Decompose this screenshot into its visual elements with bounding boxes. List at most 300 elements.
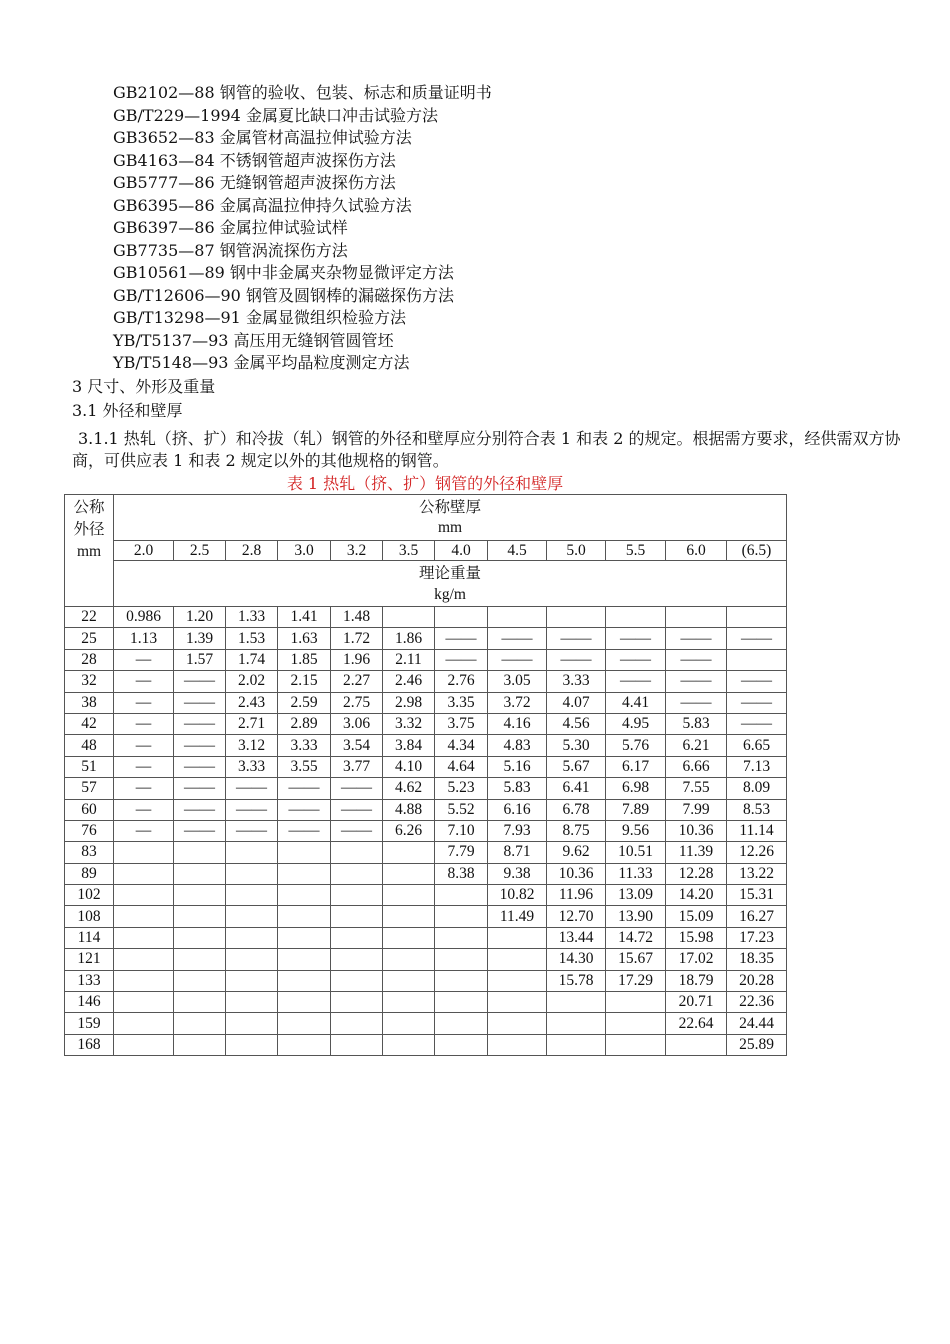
weight-cell: 3.33 (547, 671, 606, 692)
weight-cell: 4.83 (488, 735, 547, 756)
weight-cell: 22.64 (666, 1013, 727, 1034)
weight-cell: 6.66 (666, 756, 727, 777)
weight-cell (435, 970, 488, 991)
weight-cell (114, 1034, 174, 1055)
weight-cell: —— (174, 756, 226, 777)
table-row (65, 628, 787, 649)
weight-cell: —— (606, 649, 666, 670)
weight-cell: 2.15 (278, 671, 331, 692)
section-heading-3: 3 尺寸、外形及重量 (72, 377, 216, 396)
reference-item: GB10561—89 钢中非金属夹杂物显微评定方法 (113, 263, 454, 282)
weight-cell: 13.22 (727, 863, 787, 884)
weight-cell: —— (488, 649, 547, 670)
weight-cell: 14.30 (547, 949, 606, 970)
weight-cell: 13.09 (606, 885, 666, 906)
table-row (65, 863, 787, 884)
weight-cell: 11.49 (488, 906, 547, 927)
weight-cell (383, 906, 435, 927)
weight-cell (114, 885, 174, 906)
weight-cell: 2.43 (226, 692, 278, 713)
weight-cell: —— (331, 778, 383, 799)
weight-cell: —— (174, 778, 226, 799)
weight-cell (547, 607, 606, 628)
weight-cell: 1.63 (278, 628, 331, 649)
weight-cell (174, 906, 226, 927)
weight-cell: 3.06 (331, 713, 383, 734)
weight-cell (331, 863, 383, 884)
weight-cell: 3.33 (226, 756, 278, 777)
weight-cell: 7.10 (435, 820, 488, 841)
outer-diameter-cell: 57 (65, 778, 114, 799)
outer-diameter-cell: 89 (65, 863, 114, 884)
outer-diameter-cell: 146 (65, 992, 114, 1013)
weight-cell: 12.28 (666, 863, 727, 884)
weight-cell (331, 842, 383, 863)
weight-cell: 11.14 (727, 820, 787, 841)
outer-diameter-unit: mm (76, 543, 102, 560)
weight-cell: 12.26 (727, 842, 787, 863)
table-row (65, 671, 787, 692)
weight-cell (383, 842, 435, 863)
weight-cell (488, 992, 547, 1013)
weight-cell: 2.76 (435, 671, 488, 692)
weight-cell: 2.98 (383, 692, 435, 713)
weight-cell: 4.88 (383, 799, 435, 820)
weight-cell (226, 1013, 278, 1034)
weight-cell: —— (331, 820, 383, 841)
weight-cell (435, 949, 488, 970)
weight-cell (435, 1013, 488, 1034)
weight-cell (226, 885, 278, 906)
weight-cell (114, 906, 174, 927)
weight-cell (547, 1034, 606, 1055)
wall-thickness-header (114, 495, 787, 541)
weight-cell: 2.89 (278, 713, 331, 734)
weight-cell: 1.48 (331, 607, 383, 628)
weight-cell: 15.78 (547, 970, 606, 991)
weight-cell: 2.46 (383, 671, 435, 692)
weight-cell: 12.70 (547, 906, 606, 927)
outer-diameter-cell: 121 (65, 949, 114, 970)
weight-cell: 1.13 (114, 628, 174, 649)
weight-cell (435, 992, 488, 1013)
table-row (65, 885, 787, 906)
weight-cell: 20.28 (727, 970, 787, 991)
weight-cell (435, 885, 488, 906)
weight-cell: —— (435, 628, 488, 649)
weight-cell: —— (174, 799, 226, 820)
weight-cell: — (114, 820, 174, 841)
paragraph-3-1-1: 3.1.1 热轧（挤、扩）和冷拔（轧）钢管的外径和壁厚应分别符合表 1 和表 2 的规定。根据需方要求，经供需双方协商，可供应表 1 和表 2 规定以外的其他规格的钢管。 (72, 429, 901, 470)
table-row (65, 1013, 787, 1034)
weight-cell: 5.52 (435, 799, 488, 820)
reference-item: YB/T5148—93 金属平均晶粒度测定方法 (113, 353, 410, 372)
weight-cell (435, 1034, 488, 1055)
table-row (65, 949, 787, 970)
weight-cell: 7.89 (606, 799, 666, 820)
weight-cell: 20.71 (666, 992, 727, 1013)
weight-cell (606, 607, 666, 628)
weight-cell: 10.51 (606, 842, 666, 863)
weight-cell: 4.62 (383, 778, 435, 799)
weight-cell (547, 992, 606, 1013)
weight-cell (488, 1013, 547, 1034)
weight-cell (226, 1034, 278, 1055)
weight-cell: 22.36 (727, 992, 787, 1013)
weight-cell (383, 1013, 435, 1034)
thickness-cell: 4.0 (435, 541, 488, 561)
reference-item: GB/T12606—90 钢管及圆钢棒的漏磁探伤方法 (113, 285, 454, 305)
weight-cell: 6.26 (383, 820, 435, 841)
weight-cell (331, 1013, 383, 1034)
weight-cell: 7.99 (666, 799, 727, 820)
weight-cell: 1.96 (331, 649, 383, 670)
weight-cell: 1.33 (226, 607, 278, 628)
table-row (65, 649, 787, 670)
weight-cell: 15.98 (666, 927, 727, 948)
weight-cell: 25.89 (727, 1034, 787, 1055)
weight-cell: 7.55 (666, 778, 727, 799)
weight-cell: 8.71 (488, 842, 547, 863)
weight-cell (383, 863, 435, 884)
weight-cell: — (114, 671, 174, 692)
weight-cell: 17.29 (606, 970, 666, 991)
weight-cell: 17.23 (727, 927, 787, 948)
outer-diameter-cell: 42 (65, 713, 114, 734)
weight-cell: 2.27 (331, 671, 383, 692)
table-row (65, 906, 787, 927)
weight-cell: —— (727, 628, 787, 649)
weight-cell: 3.75 (435, 713, 488, 734)
weight-cell (435, 607, 488, 628)
weight-cell: 1.20 (174, 607, 226, 628)
weight-cell: 5.83 (488, 778, 547, 799)
weight-cell (226, 992, 278, 1013)
weight-cell: 4.07 (547, 692, 606, 713)
reference-item: GB2102—88 钢管的验收、包装、标志和质量证明书 (113, 83, 492, 102)
weight-cell: —— (727, 671, 787, 692)
thickness-cell: 6.0 (666, 541, 727, 561)
weight-cell: 6.98 (606, 778, 666, 799)
weight-cell: 5.76 (606, 735, 666, 756)
weight-cell (488, 1034, 547, 1055)
weight-cell: 3.33 (278, 735, 331, 756)
thickness-cell: 2.5 (174, 541, 226, 561)
weight-cell: —— (488, 628, 547, 649)
weight-cell: 1.39 (174, 628, 226, 649)
weight-cell (278, 1013, 331, 1034)
weight-cell (383, 927, 435, 948)
table-row (65, 756, 787, 777)
weight-cell (278, 863, 331, 884)
weight-cell (278, 927, 331, 948)
weight-cell: —— (435, 649, 488, 670)
reference-item: GB7735—87 钢管涡流探伤方法 (113, 240, 348, 260)
table-row (65, 820, 787, 841)
weight-cell: 1.74 (226, 649, 278, 670)
weight-cell: 4.41 (606, 692, 666, 713)
weight-cell (383, 607, 435, 628)
weight-cell: —— (666, 628, 727, 649)
weight-cell (606, 1013, 666, 1034)
weight-cell (435, 906, 488, 927)
weight-cell (727, 607, 787, 628)
weight-cell: —— (666, 692, 727, 713)
weight-cell: —— (547, 628, 606, 649)
weight-cell: 17.02 (666, 949, 727, 970)
weight-cell: 3.72 (488, 692, 547, 713)
outer-diameter-header-line2: 外径 (73, 521, 105, 538)
weight-cell (278, 906, 331, 927)
weight-cell: 2.11 (383, 649, 435, 670)
outer-diameter-cell: 102 (65, 885, 114, 906)
weight-cell: 4.95 (606, 713, 666, 734)
weight-cell: 11.39 (666, 842, 727, 863)
outer-diameter-cell: 60 (65, 799, 114, 820)
weight-cell: 6.21 (666, 735, 727, 756)
weight-cell (488, 970, 547, 991)
weight-cell: 4.64 (435, 756, 488, 777)
weight-cell (331, 906, 383, 927)
weight-cell (383, 885, 435, 906)
weight-cell (226, 863, 278, 884)
thickness-cell: 5.0 (547, 541, 606, 561)
outer-diameter-cell: 114 (65, 927, 114, 948)
outer-diameter-cell: 159 (65, 1013, 114, 1034)
weight-cell: —— (666, 671, 727, 692)
weight-cell (383, 949, 435, 970)
weight-cell: —— (174, 820, 226, 841)
weight-cell (114, 970, 174, 991)
thickness-cell: 3.2 (331, 541, 383, 561)
weight-cell: 3.12 (226, 735, 278, 756)
weight-cell (174, 1034, 226, 1055)
weight-cell (278, 1034, 331, 1055)
weight-unit: kg/m (434, 585, 466, 603)
weight-cell (488, 927, 547, 948)
weight-cell (114, 949, 174, 970)
weight-cell: 15.67 (606, 949, 666, 970)
weight-cell: 18.35 (727, 949, 787, 970)
outer-diameter-cell: 22 (65, 607, 114, 628)
table-row (65, 778, 787, 799)
wall-thickness-unit: mm (437, 518, 463, 536)
weight-cell: 2.59 (278, 692, 331, 713)
reference-item: GB/T13298—91 金属显微组织检验方法 (113, 308, 406, 327)
weight-cell: —— (174, 671, 226, 692)
reference-item: GB5777—86 无缝钢管超声波探伤方法 (113, 173, 396, 192)
weight-cell (666, 1034, 727, 1055)
weight-cell (114, 863, 174, 884)
weight-cell: 10.36 (547, 863, 606, 884)
weight-header (114, 561, 787, 607)
outer-diameter-cell: 32 (65, 671, 114, 692)
weight-cell: 0.986 (114, 607, 174, 628)
weight-cell: — (114, 713, 174, 734)
weight-cell: —— (547, 649, 606, 670)
thickness-cell: 3.5 (383, 541, 435, 561)
reference-item: GB4163—84 不锈钢管超声波探伤方法 (113, 150, 396, 170)
weight-cell (435, 927, 488, 948)
weight-cell: 7.13 (727, 756, 787, 777)
weight-cell (547, 1013, 606, 1034)
table-row (65, 842, 787, 863)
thickness-cell: 5.5 (606, 541, 666, 561)
weight-cell: 4.56 (547, 713, 606, 734)
weight-cell: 5.30 (547, 735, 606, 756)
standards-reference-list (113, 82, 492, 375)
weight-cell: 15.31 (727, 885, 787, 906)
thickness-cell: 2.8 (226, 541, 278, 561)
weight-cell: —— (278, 820, 331, 841)
weight-cell (114, 1013, 174, 1034)
wall-thickness-title: 公称壁厚 (418, 498, 481, 516)
thickness-row (65, 541, 787, 561)
outer-diameter-cell: 25 (65, 628, 114, 649)
weight-cell: 4.16 (488, 713, 547, 734)
table-row (65, 992, 787, 1013)
weight-cell: 9.62 (547, 842, 606, 863)
outer-diameter-cell: 168 (65, 1034, 114, 1055)
outer-diameter-cell: 38 (65, 692, 114, 713)
weight-cell: 13.90 (606, 906, 666, 927)
weight-cell: 6.78 (547, 799, 606, 820)
weight-cell: 5.23 (435, 778, 488, 799)
weight-cell: 6.16 (488, 799, 547, 820)
weight-cell: — (114, 735, 174, 756)
weight-cell (174, 992, 226, 1013)
weight-cell: 8.75 (547, 820, 606, 841)
weight-cell: —— (278, 778, 331, 799)
table-row (65, 735, 787, 756)
table-caption: 表 1 热轧（挤、扩）钢管的外径和壁厚 (286, 474, 564, 493)
weight-cell: 7.93 (488, 820, 547, 841)
weight-cell (488, 949, 547, 970)
weight-cell (383, 992, 435, 1013)
weight-cell: 3.55 (278, 756, 331, 777)
weight-cell: 15.09 (666, 906, 727, 927)
weight-cell: 8.38 (435, 863, 488, 884)
weight-cell: 11.33 (606, 863, 666, 884)
weight-cell (226, 949, 278, 970)
weight-cell: 18.79 (666, 970, 727, 991)
weight-cell (488, 607, 547, 628)
weight-cell (606, 1034, 666, 1055)
table-row (65, 713, 787, 734)
weight-cell: —— (606, 671, 666, 692)
weight-cell: 3.32 (383, 713, 435, 734)
weight-cell: — (114, 799, 174, 820)
weight-cell: 1.72 (331, 628, 383, 649)
table-row (65, 970, 787, 991)
table-row (65, 799, 787, 820)
weight-cell: 11.96 (547, 885, 606, 906)
table-row (65, 927, 787, 948)
weight-cell: 2.75 (331, 692, 383, 713)
outer-diameter-cell: 28 (65, 649, 114, 670)
weight-cell (331, 1034, 383, 1055)
table-row (65, 692, 787, 713)
weight-cell: 6.17 (606, 756, 666, 777)
weight-cell (174, 1013, 226, 1034)
section-heading-3-1: 3.1 外径和壁厚 (72, 401, 183, 420)
weight-cell: 2.02 (226, 671, 278, 692)
outer-diameter-cell: 51 (65, 756, 114, 777)
reference-item: YB/T5137—93 高压用无缝钢管圆管坯 (113, 330, 394, 350)
weight-cell: —— (666, 649, 727, 670)
weight-cell: 4.10 (383, 756, 435, 777)
outer-diameter-cell: 133 (65, 970, 114, 991)
weight-cell: —— (727, 692, 787, 713)
weight-cell: —— (226, 799, 278, 820)
weight-cell: 2.71 (226, 713, 278, 734)
weight-cell: —— (727, 713, 787, 734)
reference-item: GB6395—86 金属高温拉伸持久试验方法 (113, 195, 412, 215)
weight-cell (331, 949, 383, 970)
weight-cell (331, 927, 383, 948)
weight-cell: 5.67 (547, 756, 606, 777)
weight-cell: 1.41 (278, 607, 331, 628)
weight-cell: 1.57 (174, 649, 226, 670)
weight-cell (174, 949, 226, 970)
weight-cell: — (114, 649, 174, 670)
weight-cell (331, 992, 383, 1013)
weight-cell: 3.54 (331, 735, 383, 756)
weight-cell (278, 885, 331, 906)
weight-cell: —— (174, 713, 226, 734)
weight-cell: 5.83 (666, 713, 727, 734)
weight-cell: —— (606, 628, 666, 649)
weight-cell: — (114, 756, 174, 777)
weight-cell: 10.36 (666, 820, 727, 841)
weight-cell: 8.53 (727, 799, 787, 820)
thickness-cell: 3.0 (278, 541, 331, 561)
weight-cell: 4.34 (435, 735, 488, 756)
weight-cell: — (114, 692, 174, 713)
weight-cell (174, 842, 226, 863)
weight-cell: —— (174, 692, 226, 713)
weight-cell: 16.27 (727, 906, 787, 927)
weight-cell (114, 842, 174, 863)
weight-cell (226, 970, 278, 991)
weight-cell: 13.44 (547, 927, 606, 948)
weight-cell: 3.35 (435, 692, 488, 713)
weight-cell: 14.20 (666, 885, 727, 906)
outer-diameter-cell: 108 (65, 906, 114, 927)
weight-cell (727, 649, 787, 670)
weight-cell: 3.05 (488, 671, 547, 692)
weight-cell: —— (226, 778, 278, 799)
outer-diameter-header (65, 495, 114, 607)
weight-cell: 6.65 (727, 735, 787, 756)
thickness-cell: 2.0 (114, 541, 174, 561)
weight-cell (278, 949, 331, 970)
weight-cell: 10.82 (488, 885, 547, 906)
weight-cell: — (114, 778, 174, 799)
weight-cell: 3.84 (383, 735, 435, 756)
table-row (65, 1034, 787, 1055)
weight-cell: 6.41 (547, 778, 606, 799)
weight-cell: —— (331, 799, 383, 820)
weight-cell (174, 885, 226, 906)
reference-item: GB/T229—1994 金属夏比缺口冲击试验方法 (113, 105, 438, 125)
thickness-cell: 4.5 (488, 541, 547, 561)
weight-cell (331, 970, 383, 991)
outer-diameter-cell: 76 (65, 820, 114, 841)
weight-cell: —— (226, 820, 278, 841)
weight-cell (331, 885, 383, 906)
weight-cell: —— (278, 799, 331, 820)
